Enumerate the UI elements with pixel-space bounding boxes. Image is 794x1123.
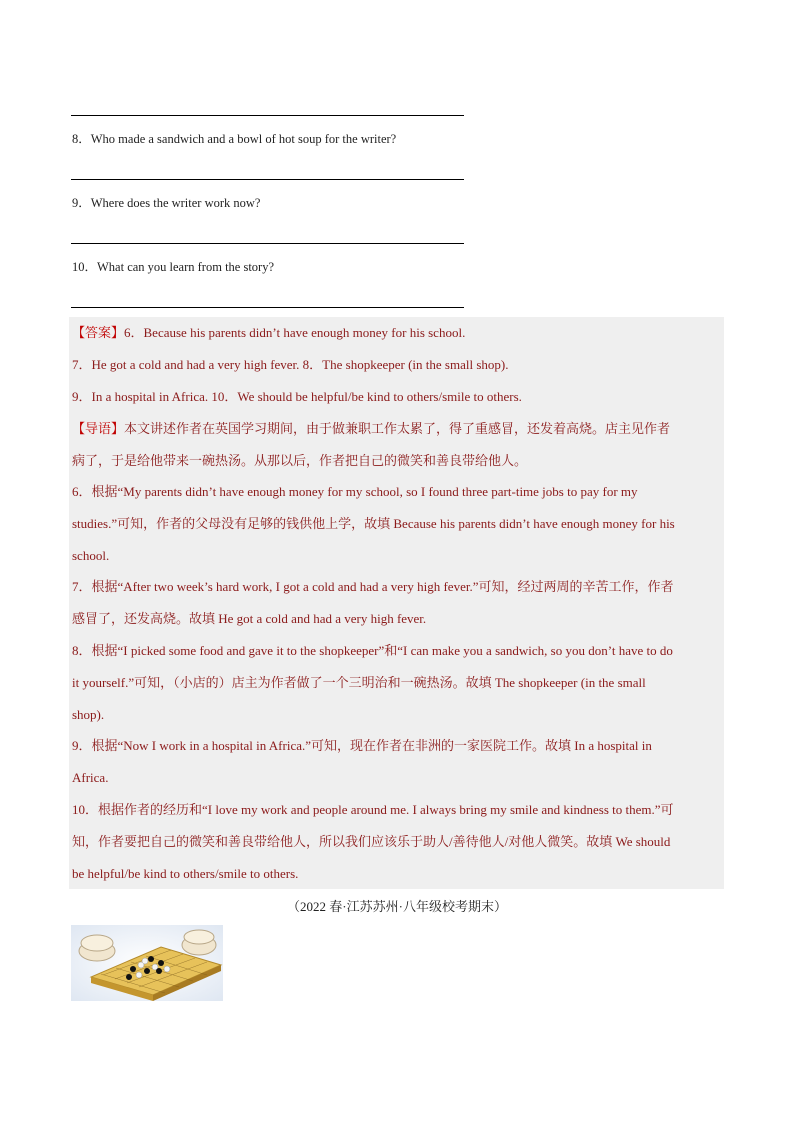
answer-line [71, 115, 464, 116]
question-9: 9．Where does the writer work now? [72, 196, 261, 210]
explanation-row: 10．根据作者的经历和“I love my work and people around me. I always bring my smile and kindness to them.”可 [72, 802, 674, 817]
answer-row: 7．He got a cold and had a very high fever. 8．The shopkeeper (in the small shop). [72, 357, 509, 372]
answer-row: 9．In a hospital in Africa. 10．We should be helpful/be kind to others/smile to others. [72, 389, 522, 404]
explanation-row: it yourself.”可知，（小店的）店主为作者做了一个三明治和一碗热汤。故填 The shopkeeper (in the small [72, 675, 646, 690]
answer-line [71, 307, 464, 308]
explanation-row: Africa. [72, 770, 109, 785]
explanation-row: 知，作者要把自己的微笑和善良带给他人，所以我们应该乐于助人/善待他人/对他人微笑。故填 We should [72, 834, 671, 849]
answer-label: 【答案】 [72, 325, 125, 340]
explanation-row: shop). [72, 707, 105, 722]
explanation-row: 8．根据“I picked some food and gave it to the shopkeeper”和“I can make you a sandwich, so you don’t have to do [72, 643, 673, 658]
answer-line [71, 243, 464, 244]
question-area [71, 115, 464, 308]
answer-explanation-box [69, 317, 724, 889]
source-citation: （2022 春·江苏苏州·八年级校考期末） [287, 899, 507, 914]
answer-line [71, 179, 464, 180]
question-10: 10．What can you learn from the story? [72, 260, 275, 274]
explanation-row: school. [72, 548, 110, 563]
explanation-row: 6．根据“My parents didn’t have enough money for my school, so I found three part-time jobs to pay for my [72, 484, 638, 499]
guide-row: 【导语】本文讲述作者在英国学习期间，由于做兼职工作太累了，得了重感冒，还发着高烧。店主见作者 [72, 421, 671, 436]
explanation-row: 感冒了，还发高烧。故填 He got a cold and had a very high fever. [72, 611, 427, 626]
answer-row: 【答案】6．Because his parents didn’t have enough money for his school. [72, 325, 466, 340]
explanation-row: be helpful/be kind to others/smile to others. [72, 866, 299, 881]
guide-label: 【导语】 [72, 421, 125, 436]
explanation-row: 9．根据“Now I work in a hospital in Africa.”可知，现在作者在非洲的一家医院工作。故填 In a hospital in [72, 738, 652, 753]
go-board-icon [71, 925, 223, 1001]
question-8: 8．Who made a sandwich and a bowl of hot soup for the writer? [72, 132, 397, 146]
guide-row: 病了，于是给他带来一碗热汤。从那以后，作者把自己的微笑和善良带给他人。 [72, 453, 528, 468]
explanation-row: studies.”可知，作者的父母没有足够的钱供他上学，故填 Because his parents didn’t have enough money for his [72, 516, 675, 531]
explanation-row: 7．根据“After two week’s hard work, I got a cold and had a very high fever.”可知，经过两周的辛苦工作，作者 [72, 579, 674, 594]
